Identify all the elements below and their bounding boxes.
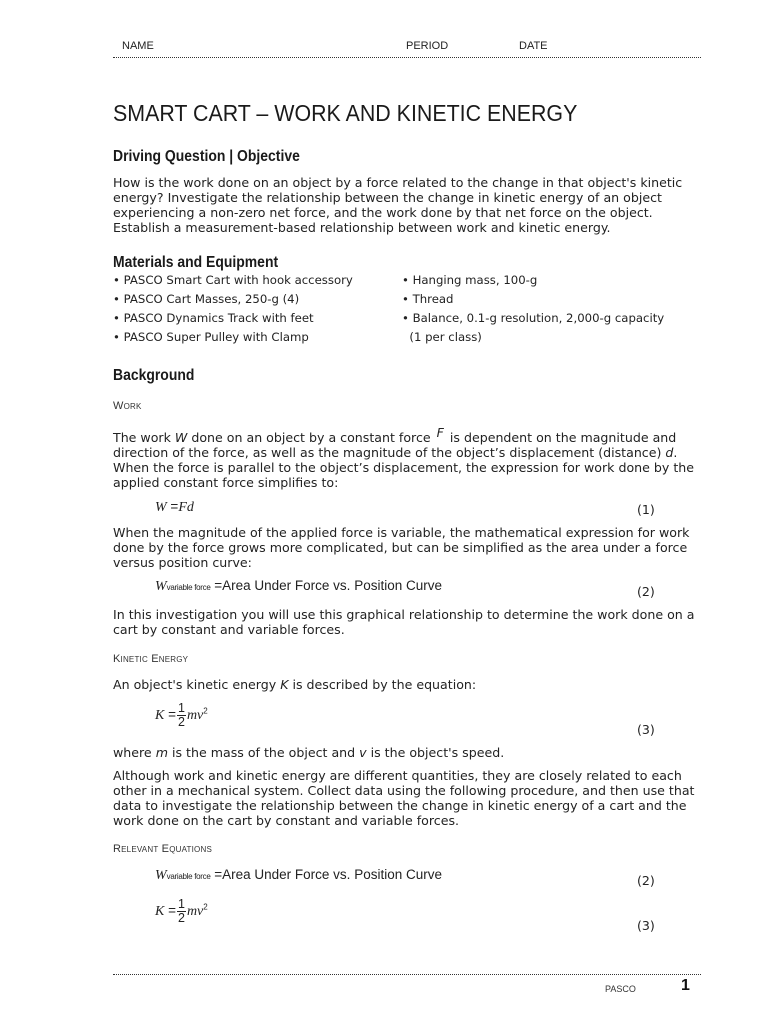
material-item: • PASCO Cart Masses, 250-g (4) xyxy=(113,292,300,306)
objective-text: How is the work done on an object by a force related to the change in that object's kinetic energy? Investigate the relationship between the change in kinetic energy of an object experiencing a non-zero net force, and the work done by that net force on the object. Establish a measurement-based relationship between work and kinetic energy. xyxy=(113,175,683,235)
objective-heading: Driving Question | Objective xyxy=(113,148,300,165)
equation-3-number: (3) xyxy=(637,722,655,737)
material-item: • PASCO Dynamics Track with feet xyxy=(113,311,314,325)
kinetic-energy-subheading: Kinetic Energy xyxy=(113,653,189,665)
equation-1-number: (1) xyxy=(637,502,655,517)
kinetic-energy-paragraph-2: where m is the mass of the object and v is the object's speed. xyxy=(113,745,505,760)
equation-1: W =Fd xyxy=(155,499,194,515)
material-item: • Hanging mass, 100-g xyxy=(402,273,538,287)
material-item: • Balance, 0.1-g resolution, 2,000-g capacity xyxy=(402,311,665,325)
material-item: (1 per class) xyxy=(402,330,482,344)
name-label: NAME xyxy=(122,40,154,52)
footer-dotted-rule xyxy=(113,974,701,975)
equation-2: Wvariable force =Area Under Force vs. Position Curve xyxy=(155,578,442,594)
page-title: SMART CART – WORK AND KINETIC ENERGY xyxy=(113,100,578,126)
period-label: PERIOD xyxy=(406,40,449,52)
materials-heading: Materials and Equipment xyxy=(113,254,279,271)
fraction-one-half: $\frac{1}{2}$ xyxy=(177,897,185,925)
symbol-d: d xyxy=(665,445,674,460)
relevant-equation-2-number: (2) xyxy=(637,873,655,888)
relevant-equation-2: Wvariable force =Area Under Force vs. Position Curve xyxy=(155,867,442,883)
relevant-equation-3: K = $\frac{1}{2}$ $mv^2$ xyxy=(155,897,208,925)
symbol-f: F xyxy=(436,425,444,440)
kinetic-energy-paragraph-3: Although work and kinetic energy are different quantities, they are closely related to each other in a mechanical system. Collect data using the following procedure, and then use that data to investigate the relationship between the change in kinetic energy of a cart and the work done on the cart by constant and variable forces. xyxy=(113,768,695,828)
relevant-equations-subheading: Relevant Equations xyxy=(113,843,212,855)
symbol-w: W xyxy=(174,430,188,445)
header-dotted-rule xyxy=(113,57,701,58)
fraction-one-half: $\frac{1}{2}$ xyxy=(177,701,185,729)
date-label: DATE xyxy=(519,40,548,52)
equation-2-number: (2) xyxy=(637,584,655,599)
equation-3: K = $\frac{1}{2}$ $mv^2$ xyxy=(155,701,208,729)
work-paragraph-1: The work W done on an object by a constant force F is dependent on the magnitude and direction of the force, as well as the magnitude of the object’s displacement (distance) d. When the force is parallel to the object’s displacement, the expression for work done by the applied constant force simplifies to: xyxy=(113,425,694,490)
kinetic-energy-paragraph-1: An object's kinetic energy K is described by the equation: xyxy=(113,677,477,692)
work-paragraph-2: When the magnitude of the applied force is variable, the mathematical expression for work done by the force grows more complicated, but can be simplified as the area under a force versus position curve: xyxy=(113,525,690,570)
background-heading: Background xyxy=(113,367,195,384)
header-row xyxy=(113,40,701,58)
symbol-k: K xyxy=(280,677,289,692)
material-item: • Thread xyxy=(402,292,454,306)
page-number: 1 xyxy=(681,977,690,994)
material-item: • PASCO Super Pulley with Clamp xyxy=(113,330,309,344)
relevant-equation-3-number: (3) xyxy=(637,918,655,933)
work-paragraph-3: In this investigation you will use this graphical relationship to determine the work done on a cart by constant and variable forces. xyxy=(113,607,695,637)
material-item: • PASCO Smart Cart with hook accessory xyxy=(113,273,353,287)
work-subheading: Work xyxy=(113,400,142,412)
footer-brand: PASCO xyxy=(605,984,636,994)
